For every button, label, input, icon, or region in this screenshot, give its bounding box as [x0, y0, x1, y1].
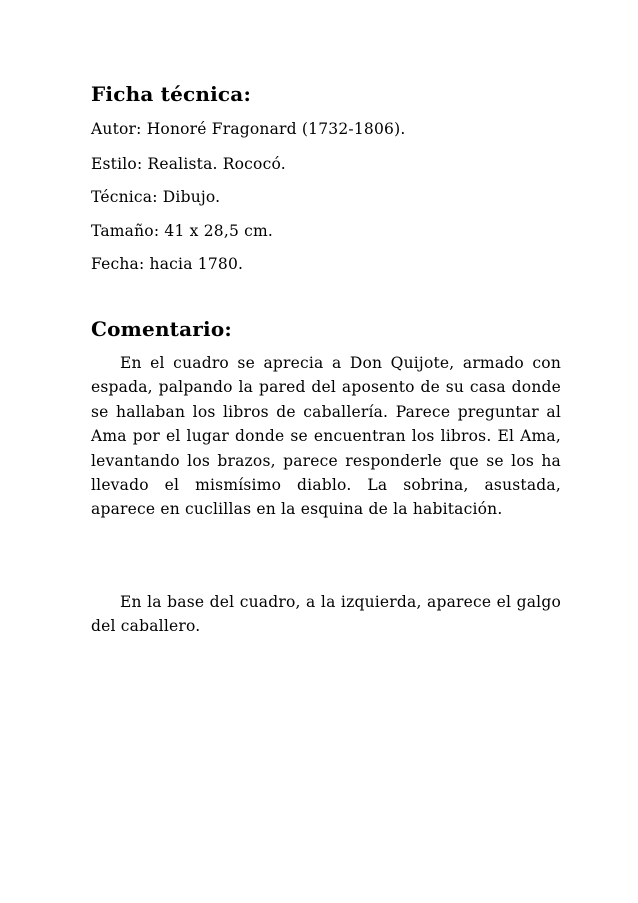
- autor-field: Autor: Honoré Fragonard (1732-1806).: [91, 120, 406, 138]
- comentario-heading: Comentario:: [91, 317, 232, 341]
- comentario-paragraph: En la base del cuadro, a la izquierda, aparece el galgo del caballero.: [91, 593, 561, 636]
- fecha-field: Fecha: hacia 1780.: [91, 255, 244, 273]
- ficha-tecnica-heading: Ficha técnica:: [91, 82, 252, 106]
- tamano-field: Tamaño: 41 x 28,5 cm.: [91, 222, 274, 240]
- tecnica-field: Técnica: Dibujo.: [91, 188, 221, 206]
- estilo-field: Estilo: Realista. Rococó.: [91, 155, 286, 173]
- comentario-paragraph: En el cuadro se aprecia a Don Quijote, armado con espada, palpando la pared del aposento de su casa donde se hallaban los libros de caballería. Parece preguntar al Ama por el lugar donde se encuentran los libros. El Ama, levantando los brazos, parece responderle que se los ha llevado el mismísimo diablo. La sobrina, asustada, aparece en cuclillas en la esquina de la habitación.: [91, 354, 561, 519]
